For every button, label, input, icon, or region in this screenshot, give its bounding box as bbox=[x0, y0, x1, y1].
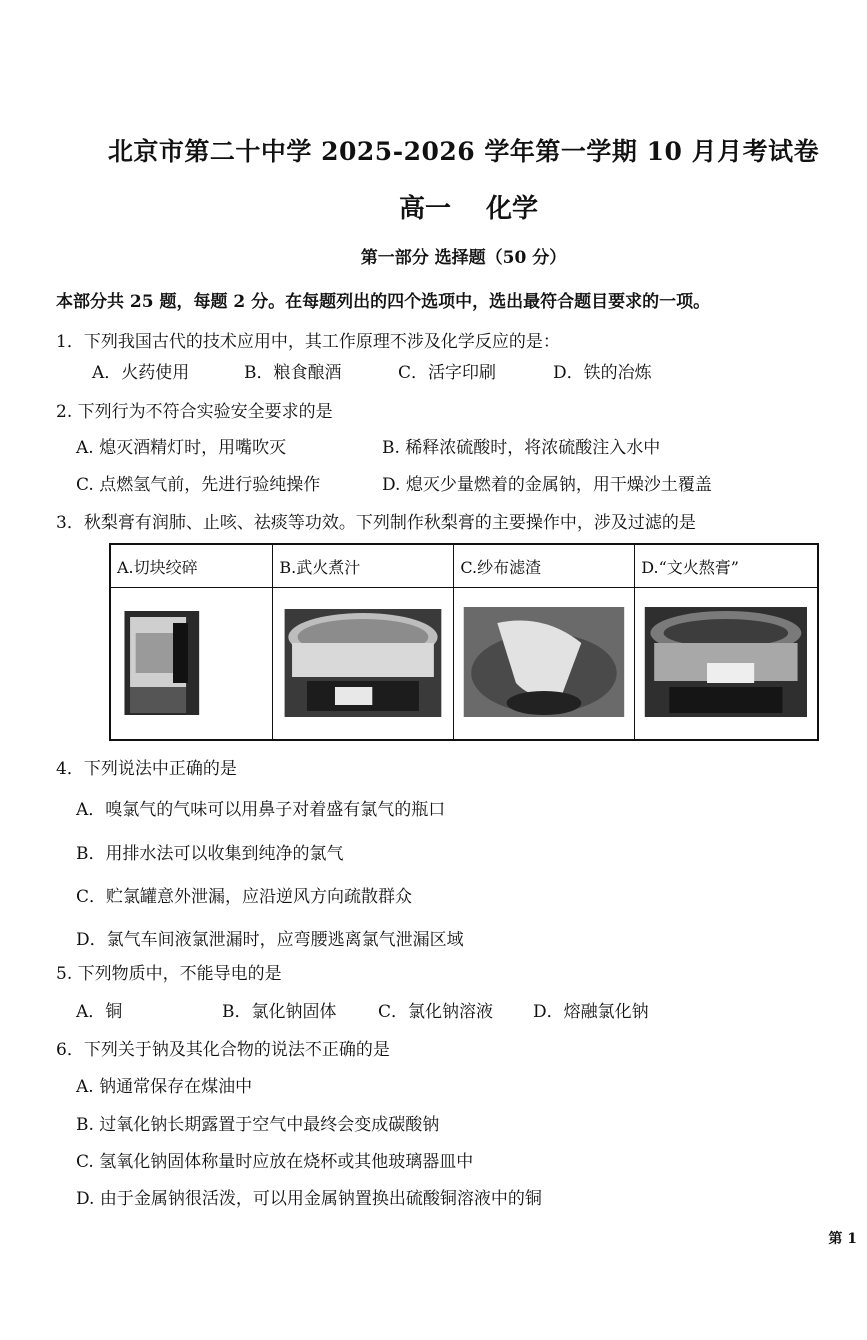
exam-title: 北京市第二十中学 2025-2026 学年第一学期 10 月月考试卷 bbox=[107, 137, 820, 166]
subject-title: 高一 化学 bbox=[398, 194, 539, 224]
q1-stem: 1．下列我国古代的技术应用中，其工作原理不涉及化学反应的是： bbox=[56, 332, 560, 352]
q4-option-d: D．氯气车间液氯泄漏时，应弯腰逃离氯气泄漏区域 bbox=[76, 930, 464, 950]
q2-option-c: C. 点燃氢气前，先进行验纯操作 bbox=[76, 475, 321, 495]
q3-table bbox=[109, 543, 819, 741]
q6-stem: 6．下列关于钠及其化合物的说法不正确的是 bbox=[56, 1040, 390, 1060]
q6-option-c: C. 氢氧化钠固体称量时应放在烧杯或其他玻璃器皿中 bbox=[76, 1152, 474, 1172]
instructions: 本部分共 25 题，每题 2 分。在每题列出的四个选项中，选出最符合题目要求的一项。 bbox=[56, 292, 711, 312]
q4-option-b: B．用排水法可以收集到纯净的氯气 bbox=[76, 844, 344, 864]
pot-boiling-photo bbox=[279, 603, 447, 721]
q1-option-a: A．火药使用 bbox=[92, 363, 190, 383]
q2-option-b: B. 稀释浓硫酸时，将浓硫酸注入水中 bbox=[382, 438, 661, 458]
simmer-pot-photo bbox=[641, 603, 811, 721]
q3-photo-b-cell bbox=[273, 588, 454, 741]
q5-option-c: C．氯化钠溶液 bbox=[378, 1002, 494, 1022]
q1-option-c: C．活字印刷 bbox=[398, 363, 497, 383]
q3-photo-c-cell bbox=[454, 588, 635, 741]
q3-header-c: C.纱布滤渣 bbox=[454, 544, 635, 588]
page-number: 第 1 bbox=[828, 1231, 857, 1247]
q2-option-a: A. 熄灭酒精灯时，用嘴吹灭 bbox=[76, 438, 287, 458]
q5-option-d: D．熔融氯化钠 bbox=[533, 1002, 649, 1022]
part-heading: 第一部分 选择题（50 分） bbox=[360, 248, 567, 268]
blender-photo bbox=[117, 603, 266, 721]
q5-stem: 5. 下列物质中，不能导电的是 bbox=[56, 964, 282, 984]
q1-option-d: D．铁的冶炼 bbox=[553, 363, 652, 383]
q5-option-b: B．氯化钠固体 bbox=[222, 1002, 337, 1022]
q6-option-b: B. 过氧化钠长期露置于空气中最终会变成碳酸钠 bbox=[76, 1115, 440, 1135]
q6-option-a: A. 钠通常保存在煤油中 bbox=[76, 1077, 253, 1097]
q2-stem: 2. 下列行为不符合实验安全要求的是 bbox=[56, 402, 333, 422]
q3-stem: 3．秋梨膏有润肺、止咳、祛痰等功效。下列制作秋梨膏的主要操作中，涉及过滤的是 bbox=[56, 513, 696, 533]
q4-option-a: A．嗅氯气的气味可以用鼻子对着盛有氯气的瓶口 bbox=[76, 800, 446, 820]
q2-option-d: D. 熄灭少量燃着的金属钠，用干燥沙土覆盖 bbox=[382, 475, 712, 495]
gauze-filter-photo bbox=[460, 603, 628, 721]
q3-header-b: B.武火煮汁 bbox=[273, 544, 454, 588]
q4-stem: 4．下列说法中正确的是 bbox=[56, 759, 237, 779]
q3-photo-d-cell bbox=[635, 588, 818, 741]
q3-photo-a-cell bbox=[110, 588, 273, 741]
q1-option-b: B．粮食酿酒 bbox=[244, 363, 342, 383]
q6-option-d: D. 由于金属钠很活泼，可以用金属钠置换出硫酸铜溶液中的铜 bbox=[76, 1189, 542, 1209]
q3-header-a: A.切块绞碎 bbox=[110, 544, 273, 588]
q3-header-d: D.“文火熬膏” bbox=[635, 544, 818, 588]
q5-option-a: A．铜 bbox=[76, 1002, 123, 1022]
q4-option-c: C．贮氯罐意外泄漏，应沿逆风方向疏散群众 bbox=[76, 887, 413, 907]
